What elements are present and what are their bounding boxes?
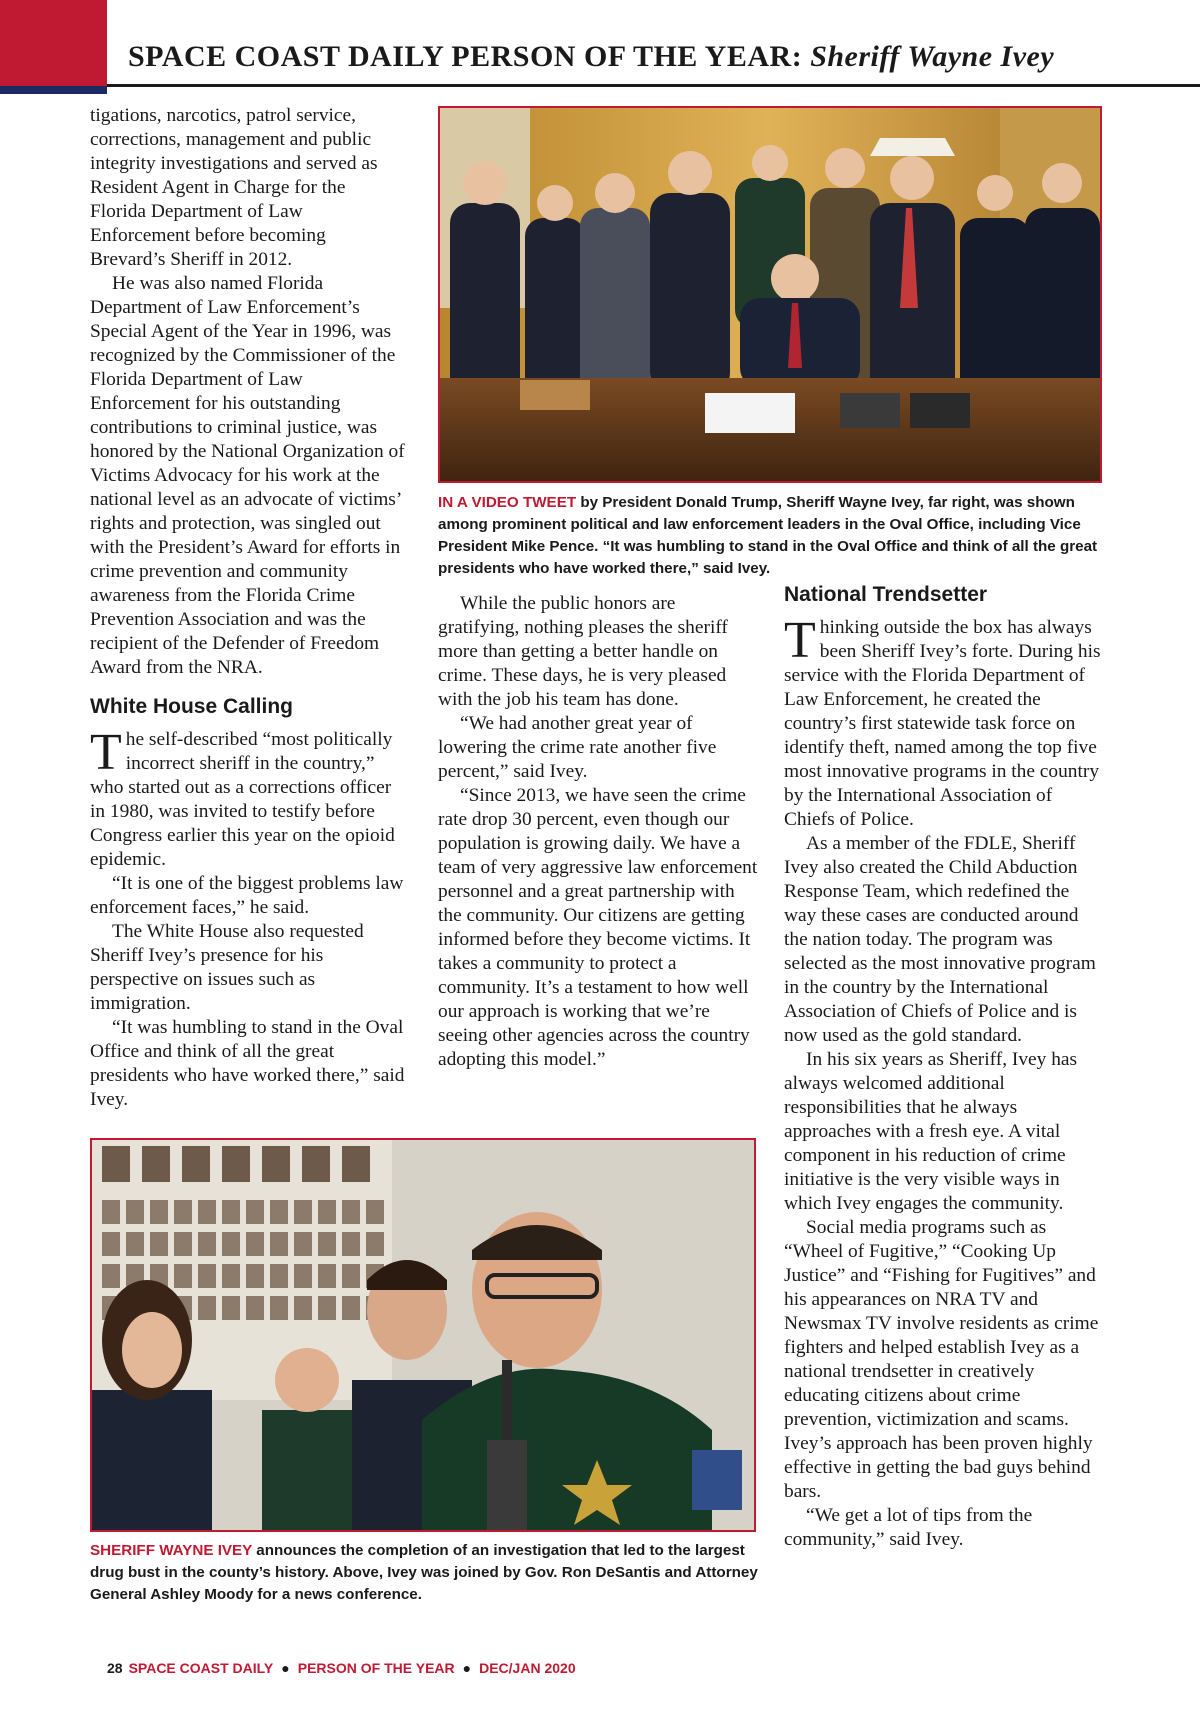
header-color-stripe: [0, 86, 107, 94]
middle-column: [438, 592, 758, 1072]
footer-section: PERSON OF THE YEAR: [297, 1660, 455, 1676]
section-heading-white-house: White House Calling: [90, 695, 294, 718]
article-paragraph: [90, 724, 406, 872]
article-paragraph: In his six years as Sheriff, Ivey has always welcomed additional responsibilities that he always approaches with a fresh eye. A vital component in his reduction of crime initiative is the very visible ways in which Ivey engages the community.: [784, 1049, 1078, 1214]
article-paragraph: “We had another great year of lowering the crime rate another five percent,” said Ivey.: [438, 713, 717, 782]
press-conference-photo-icon: [92, 1140, 754, 1530]
caption-text: announces the completion of an investigation that led to the largest drug bust in the county’s history. Above, Ivey was joined by Gov. Ron DeSantis and Attorney General Ashley Moody for a news conference.: [90, 1542, 758, 1603]
caption-lead: SHERIFF WAYNE IVEY: [90, 1542, 253, 1559]
page-title-main: SPACE COAST DAILY PERSON OF THE YEAR:: [128, 40, 811, 73]
article-paragraph: The White House also requested Sheriff Ivey’s presence for his perspective on issues such as immigration.: [90, 921, 364, 1014]
article-paragraph: Social media programs such as “Wheel of Fugitive,” “Cooking Up Justice” and “Fishing for Fugitives” and his appearances on NRA TV and Newsmax TV involve residents as crime fighters and helped establish Ivey as a national trendsetter in creatively educating citizens about crime prevention, victimization and scams. Ivey’s approach has been proven highly effective in getting the bad guys behind bars.: [784, 1217, 1099, 1502]
page-number: 28: [107, 1660, 123, 1676]
article-paragraph: He was also named Florida Department of Law Enforcement’s Special Agent of the Year in 1996, was recognized by the Commissioner of the Florida Department of Law Enforcement for his outstanding contributions to criminal justice, was honored by the National Organization of Victims Advocacy for his work at the national level as an advocate of victims’ rights and protection, was singled out with the President’s Award for efforts in crime prevention and community awareness from the Florida Crime Prevention Association and was the recipient of the Defender of Freedom Award from the NRA.: [90, 273, 405, 678]
article-paragraph: “We get a lot of tips from the community,” said Ivey.: [784, 1505, 1033, 1550]
left-column: [90, 104, 406, 1112]
drop-cap: T: [784, 612, 816, 669]
press-conference-caption: [90, 1540, 760, 1606]
footer-publication: SPACE COAST DAILY: [128, 1660, 274, 1676]
oval-office-photo: [438, 106, 1102, 483]
article-paragraph: tigations, narcotics, patrol service, corrections, management and public integrity investigations and served as Resident Agent in Charge for the Florida Department of Law Enforcement before becoming Brevard’s Sheriff in 2012.: [90, 105, 378, 270]
article-paragraph: “Since 2013, we have seen the crime rate drop 30 percent, even though our population is growing daily. We have a team of very aggressive law enforcement personnel and a great partnership with the community. Our citizens are getting informed before they become victims. It takes a community to protect a community. It’s a testament to how well our approach is working that we’re seeing other agencies across the country adopting this model.”: [438, 785, 758, 1070]
header-rule: [107, 84, 1200, 87]
footer-bullet-icon: ●: [281, 1660, 290, 1676]
page-footer: [107, 1660, 576, 1676]
article-paragraph: “It is one of the biggest problems law enforcement faces,” he said.: [90, 873, 404, 918]
footer-bullet-icon: ●: [462, 1660, 472, 1676]
drop-cap: T: [90, 724, 122, 781]
caption-text: by President Donald Trump, Sheriff Wayne Ivey, far right, was shown among prominent political and law enforcement leaders in the Oval Office, including Vice President Mike Pence. “It was humbling to stand in the Oval Office and think of all the great presidents who have worked there,” said Ivey.: [438, 494, 1098, 577]
right-column: [784, 582, 1102, 1552]
section-heading-national-trendsetter: National Trendsetter: [784, 583, 988, 606]
oval-office-caption: [438, 492, 1108, 580]
caption-lead: IN A VIDEO TWEET: [438, 494, 577, 511]
article-paragraph: While the public honors are gratifying, nothing pleases the sheriff more than getting a better handle on crime. These days, he is very pleased with the job his team has done.: [438, 593, 728, 710]
article-paragraph: [784, 612, 1102, 832]
article-paragraph-text: hinking outside the box has always been Sheriff Ivey’s forte. During his service with the Florida Department of Law Enforcement, he created the country’s first statewide task force on identify theft, named among the top five most innovative programs in the country by the International Association of Chiefs of Police.: [784, 617, 1101, 830]
article-paragraph-text: he self-described “most politically incorrect sheriff in the country,” who started out as a corrections officer in 1980, was invited to testify before Congress earlier this year on the opioid epidemic.: [90, 729, 395, 870]
page-title-subject: Sheriff Wayne Ivey: [810, 40, 1055, 73]
oval-office-photo-icon: [440, 108, 1100, 481]
footer-issue: DEC/JAN 2020: [479, 1660, 576, 1676]
article-paragraph: “It was humbling to stand in the Oval Office and think of all the great presidents who have worked there,” said Ivey.: [90, 1017, 405, 1110]
page-title: [128, 40, 1054, 74]
header-color-block: [0, 0, 107, 86]
article-paragraph: As a member of the FDLE, Sheriff Ivey also created the Child Abduction Response Team, which redefined the way these cases are conducted around the nation today. The program was selected as the most innovative program in the country by the International Association of Chiefs of Police and is now used as the gold standard.: [784, 833, 1096, 1046]
press-conference-photo: [90, 1138, 756, 1532]
